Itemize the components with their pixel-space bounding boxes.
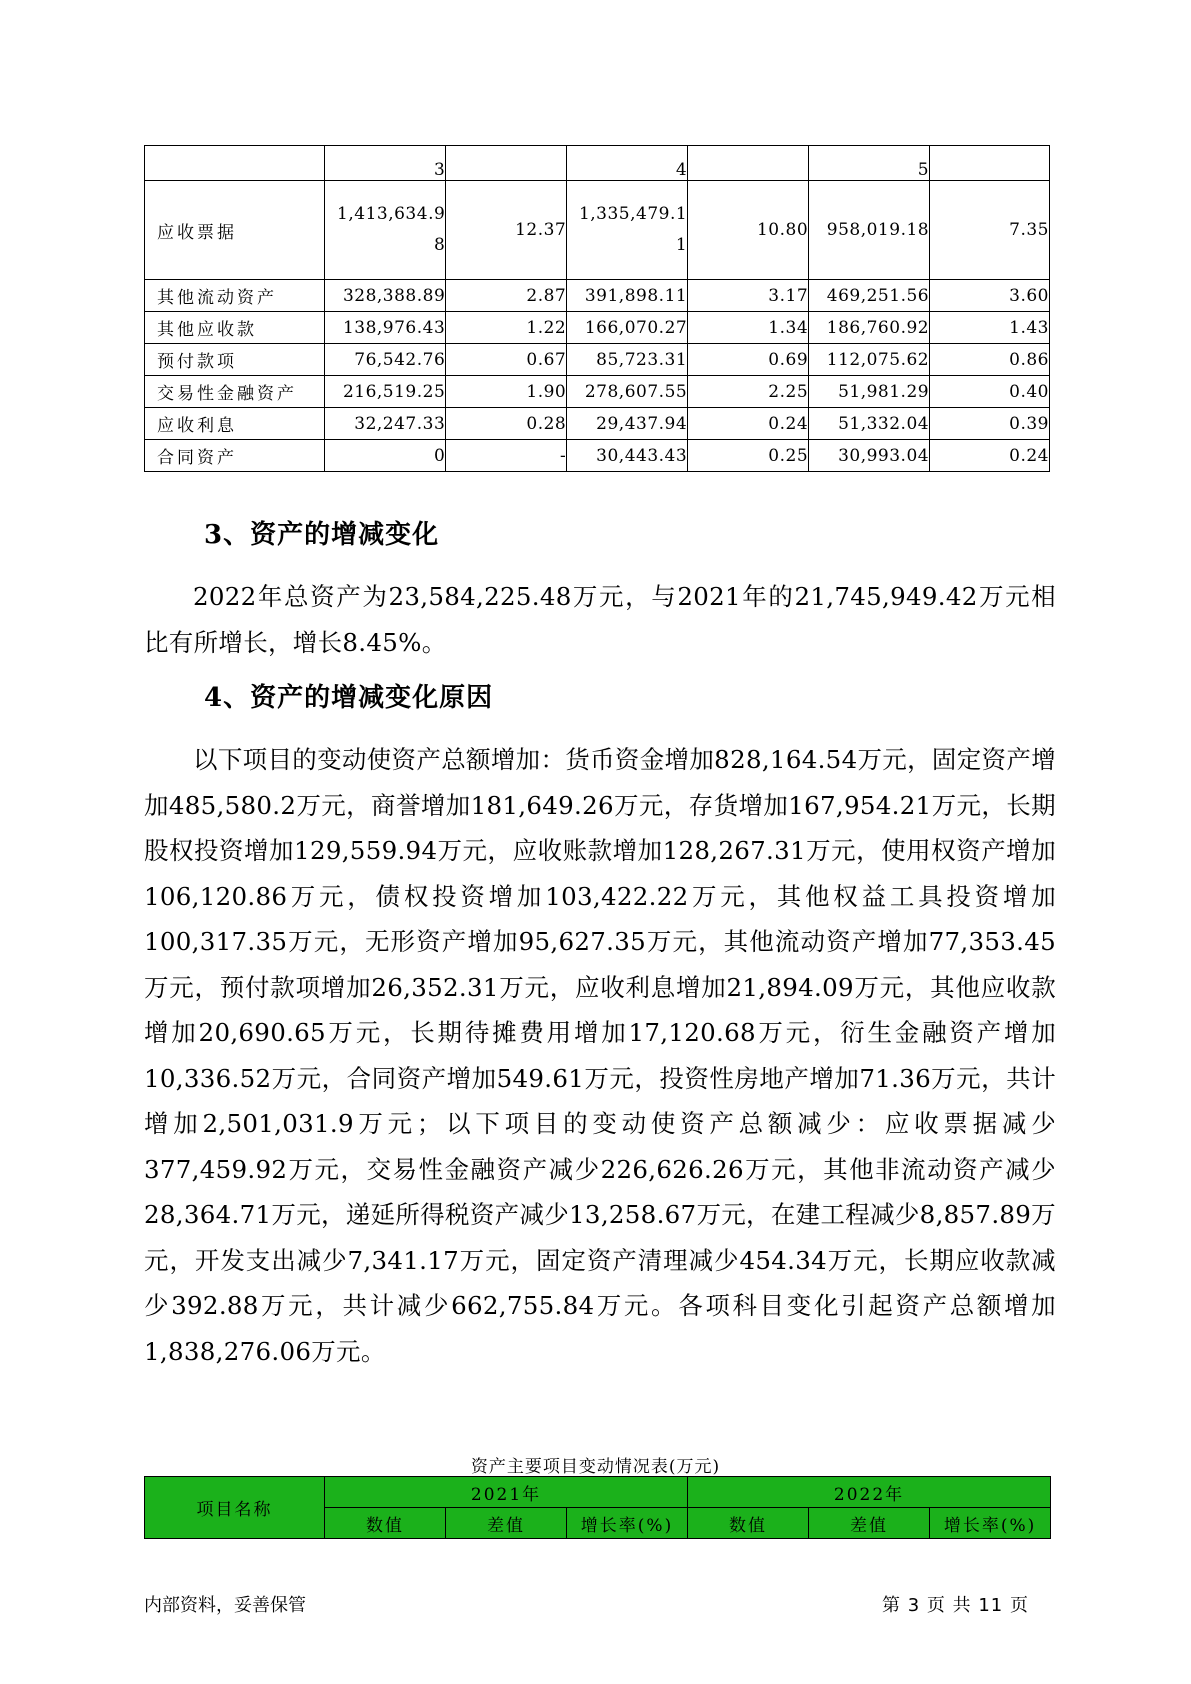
table-row: [145, 181, 1050, 280]
header-cell-diff: 差值: [809, 1508, 930, 1539]
header-cell: 5: [809, 146, 930, 181]
value-cell: 328,388.89: [325, 280, 446, 312]
table-row: [145, 280, 1050, 312]
value-cell: 51,981.29: [809, 376, 930, 408]
percent-cell: -: [446, 440, 567, 472]
table-row: [145, 440, 1050, 472]
value-cell: 958,019.18: [809, 181, 930, 280]
header-cell: 3: [325, 146, 446, 181]
percent-cell: 0.40: [930, 376, 1050, 408]
section-heading: 3、资产的增减变化: [204, 520, 440, 550]
value-cell: [567, 181, 688, 280]
percent-cell: 0.39: [930, 408, 1050, 440]
percent-cell: 1.22: [446, 312, 567, 344]
row-label: 其他流动资产: [145, 280, 325, 312]
percent-cell: 1.43: [930, 312, 1050, 344]
value-cell: 32,247.33: [325, 408, 446, 440]
value-cell: 112,075.62: [809, 344, 930, 376]
percent-cell: 3.60: [930, 280, 1050, 312]
percent-cell: 3.17: [688, 280, 809, 312]
value-cell: 138,976.43: [325, 312, 446, 344]
percent-cell: 2.25: [688, 376, 809, 408]
header-cell: 4: [567, 146, 688, 181]
value-text: 1,413,634.98: [337, 204, 446, 255]
footer-page-number: 第 3 页 共 11 页: [882, 1595, 1029, 1616]
table-row: [145, 408, 1050, 440]
percent-cell: 0.28: [446, 408, 567, 440]
header-cell-value: 数值: [688, 1508, 809, 1539]
percent-cell: 1.90: [446, 376, 567, 408]
header-cell-year: 2022年: [688, 1477, 1051, 1508]
percent-cell: 1.34: [688, 312, 809, 344]
row-label: 应收利息: [145, 408, 325, 440]
paragraph-text: 2022年总资产为23,584,225.48万元，与2021年的21,745,949.42万元相比有所增长，增长8.45%。: [144, 582, 1056, 657]
percent-cell: 7.35: [930, 181, 1050, 280]
header-cell-item-name: 项目名称: [145, 1477, 325, 1539]
header-cell-rate: 增长率(%): [567, 1508, 688, 1539]
value-cell: [325, 181, 446, 280]
header-cell: [688, 146, 809, 181]
value-cell: 216,519.25: [325, 376, 446, 408]
value-cell: 278,607.55: [567, 376, 688, 408]
percent-cell: 0.86: [930, 344, 1050, 376]
value-text: 1,335,479.11: [578, 204, 688, 255]
table-row: [145, 376, 1050, 408]
asset-structure-table: [144, 145, 1050, 472]
value-cell: 85,723.31: [567, 344, 688, 376]
percent-cell: 0.24: [688, 408, 809, 440]
row-label: 应收票据: [145, 181, 325, 280]
header-cell-rate: 增长率(%): [930, 1508, 1051, 1539]
value-cell: 166,070.27: [567, 312, 688, 344]
percent-cell: 12.37: [446, 181, 567, 280]
footer-confidential-note: 内部资料，妥善保管: [144, 1595, 306, 1616]
percent-cell: 0.24: [930, 440, 1050, 472]
table-row: [145, 312, 1050, 344]
paragraph-text: 以下项目的变动使资产总额增加：货币资金增加828,164.54万元，固定资产增加485,580.2万元，商誉增加181,649.26万元，存货增加167,954.21万元，长期股权投资增加129,559.94万元，应收账款增加128,267.31万元，使用权资产增加106,120.86万元，债权投资增加103,422.22万元，其他权益工具投资增加100,317.35万元，无形资产增加95,627.35万元，其他流动资产增加77,353.45万元，预付款项增加26,352.31万元，应收利息增加21,894.09万元，其他应收款增加20,690.65万元，长期待摊费用增加17,120.68万元，衍生金融资产增加10,336.52万元，合同资产增加549.61万元，投资性房地产增加71.36万元，共计增加2,501,031.9万元；以下项目的变动使资产总额减少：应收票据减少377,459.92万元，交易性金融资产减少226,626.26万元，其他非流动资产减少28,364.71万元，递延所得税资产减少13,258.67万元，在建工程减少8,857.89万元，开发支出减少7,341.17万元，固定资产清理减少454.34万元，长期应收款减少392.88万元，共计减少662,755.84万元。各项科目变化引起资产总额增加1,838,276.06万元。: [144, 745, 1056, 1366]
percent-cell: 0.67: [446, 344, 567, 376]
value-cell: 30,993.04: [809, 440, 930, 472]
percent-cell: 10.80: [688, 181, 809, 280]
header-cell-year: 2021年: [325, 1477, 688, 1508]
value-cell: 29,437.94: [567, 408, 688, 440]
table-row: [145, 344, 1050, 376]
value-cell: 0: [325, 440, 446, 472]
row-label: 合同资产: [145, 440, 325, 472]
table-caption: 资产主要项目变动情况表(万元): [470, 1457, 721, 1477]
percent-cell: 0.69: [688, 344, 809, 376]
value-cell: 30,443.43: [567, 440, 688, 472]
value-cell: 76,542.76: [325, 344, 446, 376]
value-cell: 51,332.04: [809, 408, 930, 440]
percent-cell: 2.87: [446, 280, 567, 312]
row-label: 交易性金融资产: [145, 376, 325, 408]
header-cell: [145, 146, 325, 181]
section-heading: 4、资产的增减变化原因: [204, 683, 494, 713]
body-paragraph: [144, 737, 1056, 1374]
header-cell-value: 数值: [325, 1508, 446, 1539]
asset-change-table: [144, 1476, 1051, 1539]
row-label: 其他应收款: [145, 312, 325, 344]
row-label: 预付款项: [145, 344, 325, 376]
value-cell: 391,898.11: [567, 280, 688, 312]
table-header-row: [145, 146, 1050, 181]
body-paragraph: [144, 574, 1056, 665]
value-cell: 469,251.56: [809, 280, 930, 312]
value-cell: 186,760.92: [809, 312, 930, 344]
header-cell-diff: 差值: [446, 1508, 567, 1539]
percent-cell: 0.25: [688, 440, 809, 472]
header-cell: [446, 146, 567, 181]
table-header-row: [145, 1477, 1051, 1508]
header-cell: [930, 146, 1050, 181]
